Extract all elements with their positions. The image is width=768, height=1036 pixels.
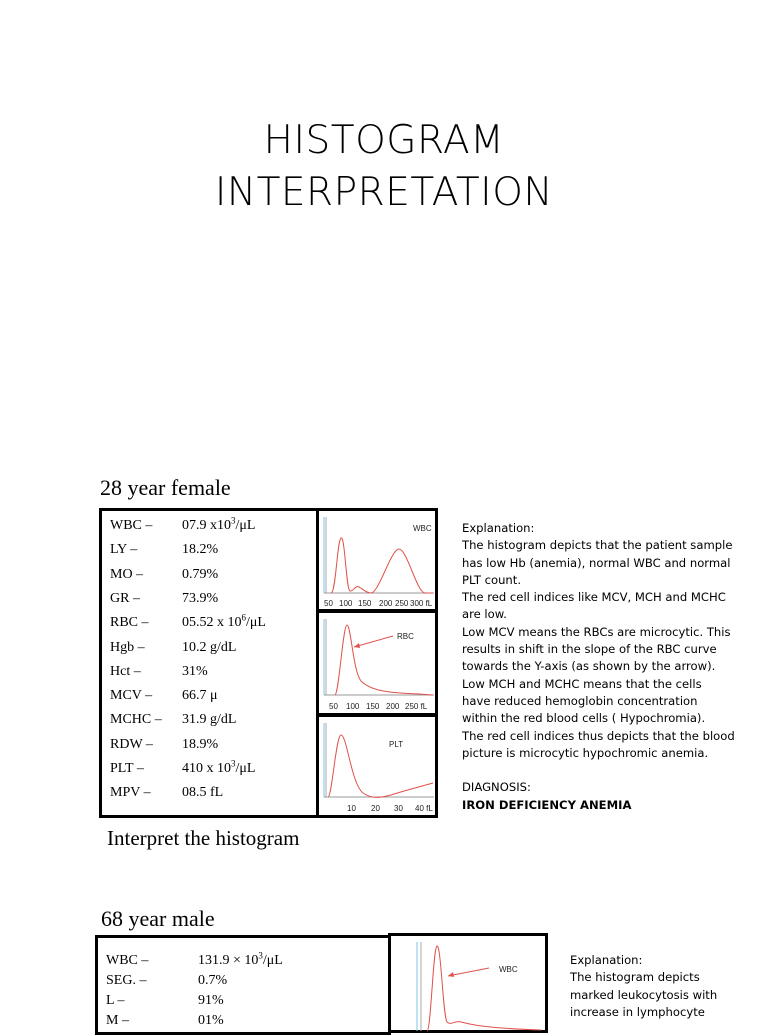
case2-lab-values (95, 935, 391, 1035)
explanation-line: has low Hb (anemia), normal WBC and normal (462, 555, 731, 570)
wbc-tick: 300 fL (410, 599, 433, 608)
explanation-line: Low MCH and MCHC means that the cells (462, 676, 702, 691)
explanation-line: are low. (462, 607, 507, 622)
explanation-line: The histogram depicts (570, 970, 700, 985)
case1-rbc-histogram (316, 610, 438, 716)
lab-value-exponent: 6 (241, 612, 246, 623)
explanation-line: The red cell indices thus depicts that the blood (462, 728, 735, 743)
explanation-line: increase in lymphocyte (570, 1004, 705, 1019)
plt-tick: 20 (371, 804, 380, 813)
explanation-line: Low MCV means the RBCs are microcytic. This (462, 624, 731, 639)
lab-key: WBC – (106, 953, 149, 968)
lab-key: RDW – (110, 736, 153, 752)
lab-key: GR – (110, 590, 140, 606)
title-line-2: INTERPRETATION (214, 170, 554, 215)
case1-caption: Interpret the histogram (107, 826, 300, 850)
case2-explanation (570, 952, 717, 1021)
case2-wbc-curve (427, 946, 541, 1031)
explanation-spacer (462, 762, 735, 779)
wbc-label: WBC (413, 524, 432, 533)
lab-key: RBC – (110, 615, 149, 631)
lab-value: 18.2% (182, 542, 219, 558)
lab-value: 66.7 μ (182, 688, 218, 704)
wbc-curve (331, 538, 433, 593)
wbc-tick: 100 (339, 599, 353, 608)
lab-key: SEG. – (106, 973, 147, 988)
lab-value: 10.2 g/dL (182, 639, 237, 655)
lab-value: 18.9% (182, 736, 219, 752)
lab-value-unit: /μL (246, 615, 266, 631)
lab-key: Hct – (110, 663, 141, 679)
lab-value: 91% (198, 993, 224, 1008)
lab-key: PLT – (110, 761, 144, 776)
plt-label: PLT (389, 740, 404, 749)
lab-key: LY – (110, 542, 138, 558)
lab-value-exponent: 3 (231, 758, 236, 769)
lab-key: MO – (110, 566, 144, 582)
lab-value-exponent: 3 (231, 515, 236, 526)
rbc-tick: 250 fL (405, 702, 428, 711)
wbc-tick: 250 (395, 599, 409, 608)
explanation-line: The histogram depicts that the patient sample (462, 538, 733, 553)
case1-heading: 28 year female (100, 475, 231, 500)
wbc-tick: 200 (379, 599, 393, 608)
rbc-label: RBC (397, 632, 414, 641)
plt-tick: 40 fL (415, 804, 433, 813)
lab-value-unit: /μL (262, 953, 283, 968)
diagnosis-label: DIAGNOSIS: (462, 780, 531, 795)
lab-key: MPV – (110, 785, 151, 801)
title-line-1: HISTOGRAM (263, 118, 505, 163)
slide-title (0, 115, 768, 219)
lab-value-exponent: 3 (258, 950, 263, 961)
explanation-line: picture is microcytic hypochromic anemia. (462, 745, 709, 760)
lab-key: L – (106, 993, 125, 1008)
lab-value: $131.9 \times 10^3/\mu L$ (198, 950, 283, 968)
explanation-line: within the red blood cells ( Hypochromia). (462, 711, 706, 726)
lab-value: 07.9 $x10^3/\mu L$ (182, 515, 256, 533)
lab-value: 410 x $10^3/\mu L$ (182, 758, 256, 776)
rbc-tick: 50 (329, 702, 338, 711)
explanation-line: marked leukocytosis with (570, 987, 718, 1002)
case2-wbc-histogram (388, 933, 548, 1033)
case2-arrow (448, 968, 489, 976)
case1-plt-histogram (316, 714, 438, 818)
lab-key: M – (106, 1013, 129, 1028)
diagnosis-value: IRON DEFICIENCY ANEMIA (462, 797, 632, 812)
lab-key: WBC – (110, 518, 153, 533)
wbc-tick: 50 (324, 599, 333, 608)
case2-wbc-label: WBC (499, 965, 518, 974)
lab-value: 0.79% (182, 566, 219, 582)
lab-value: 01% (198, 1013, 224, 1028)
case2-heading: 68 year male (101, 906, 215, 931)
case1-explanation (462, 520, 735, 814)
lab-key: MCV – (110, 688, 153, 704)
case1-lab-values (99, 508, 321, 818)
lab-value: 05.52 x $10^6/\mu L$ (182, 612, 266, 631)
explanation-line: The red cell indices like MCV, MCH and MCHC (462, 590, 726, 605)
plt-curve (328, 735, 433, 797)
lab-key: Hgb – (110, 639, 145, 655)
explanation-line: have reduced hemoglobin concentration (462, 693, 698, 708)
plt-tick: 10 (347, 804, 356, 813)
lab-value-unit: /μL (235, 518, 256, 533)
plt-tick: 30 (394, 804, 403, 813)
wbc-tick: 150 (358, 599, 372, 608)
lab-key: MCHC – (110, 712, 162, 728)
lab-value: 0.7% (198, 973, 228, 988)
explanation-line: PLT count. (462, 572, 522, 587)
rbc-tick: 150 (366, 702, 380, 711)
lab-value: 31% (182, 663, 208, 679)
lab-value: 73.9% (182, 590, 219, 606)
rbc-arrow (354, 636, 393, 647)
explanation-line: towards the Y-axis (as shown by the arrow). (462, 659, 716, 674)
case1-wbc-histogram (316, 508, 438, 612)
explanation-line: Explanation: (462, 521, 535, 535)
rbc-tick: 100 (346, 702, 360, 711)
lab-value: 31.9 g/dL (182, 712, 237, 728)
rbc-tick: 200 (386, 702, 400, 711)
rbc-curve (335, 625, 433, 695)
explanation-line: Explanation: (570, 953, 643, 967)
lab-value: 08.5 fL (182, 785, 224, 801)
lab-value-unit: /μL (235, 761, 256, 776)
explanation-line: results in shift in the slope of the RBC curve (462, 642, 717, 657)
